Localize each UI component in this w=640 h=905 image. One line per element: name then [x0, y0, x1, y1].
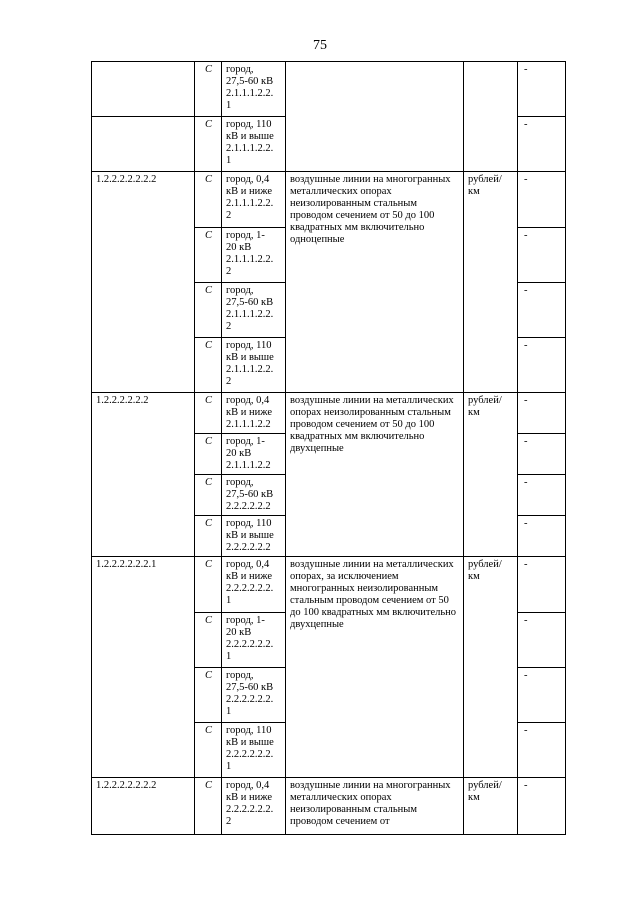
unit-cell: [464, 62, 518, 172]
value-cell: -: [518, 338, 566, 393]
category-cell: С: [195, 557, 222, 613]
value-cell: -: [518, 723, 566, 778]
value-cell: -: [518, 475, 566, 516]
voltage-cell: город, 27,5-60 кВ 2.2.2.2.2.2. 1: [222, 668, 286, 723]
description-cell: воздушные линии на многогранных металлических опорах неизолированным стальным проводом сечением от 50 до 100 квадратных мм включительно одноцепные: [286, 172, 464, 393]
value-cell: -: [518, 283, 566, 338]
category-cell: С: [195, 283, 222, 338]
description-cell: воздушные линии на металлических опорах неизолированным стальным проводом сечением от 50 до 100 квадратных мм включительно двухцепные: [286, 393, 464, 557]
category-cell: С: [195, 613, 222, 668]
table-row: [92, 62, 566, 117]
code-cell: 1.2.2.2.2.2.2.2: [92, 778, 195, 835]
description-cell: воздушные линии на металлических опорах, за исключением многогранных неизолированным стальным проводом сечением от 50 до 100 квадратных мм включительно двухцепные: [286, 557, 464, 778]
code-cell: 1.2.2.2.2.2.2: [92, 393, 195, 557]
category-cell: С: [195, 723, 222, 778]
value-cell: -: [518, 613, 566, 668]
value-cell: -: [518, 117, 566, 172]
category-cell: С: [195, 228, 222, 283]
value-cell: -: [518, 557, 566, 613]
unit-cell: рублей/ км: [464, 557, 518, 778]
value-cell: -: [518, 778, 566, 835]
table-row: [92, 172, 566, 228]
voltage-cell: город, 110 кВ и выше 2.2.2.2.2.2: [222, 516, 286, 557]
page-number: 75: [313, 38, 327, 53]
voltage-cell: город, 0,4 кВ и ниже 2.1.1.1.2.2. 2: [222, 172, 286, 228]
value-cell: -: [518, 393, 566, 434]
voltage-cell: город, 1- 20 кВ 2.1.1.1.2.2. 2: [222, 228, 286, 283]
category-cell: С: [195, 434, 222, 475]
tariff-table: [91, 61, 566, 835]
voltage-cell: город, 27,5-60 кВ 2.2.2.2.2.2: [222, 475, 286, 516]
unit-cell: рублей/ км: [464, 393, 518, 557]
category-cell: С: [195, 117, 222, 172]
value-cell: -: [518, 172, 566, 228]
code-cell: [92, 62, 195, 117]
voltage-cell: город, 0,4 кВ и ниже 2.2.2.2.2.2. 2: [222, 778, 286, 835]
value-cell: -: [518, 516, 566, 557]
unit-cell: рублей/ км: [464, 172, 518, 393]
category-cell: С: [195, 516, 222, 557]
description-cell: воздушные линии на многогранных металлических опорах неизолированным стальным проводом сечением от: [286, 778, 464, 835]
voltage-cell: город, 110 кВ и выше 2.2.2.2.2.2. 1: [222, 723, 286, 778]
code-cell: [92, 117, 195, 172]
category-cell: С: [195, 172, 222, 228]
category-cell: С: [195, 778, 222, 835]
category-cell: С: [195, 475, 222, 516]
value-cell: -: [518, 434, 566, 475]
category-cell: С: [195, 62, 222, 117]
value-cell: -: [518, 62, 566, 117]
value-cell: -: [518, 668, 566, 723]
unit-cell: рублей/ км: [464, 778, 518, 835]
code-cell: 1.2.2.2.2.2.2.1: [92, 557, 195, 778]
category-cell: С: [195, 668, 222, 723]
table-row: [92, 393, 566, 434]
table-row: [92, 778, 566, 835]
voltage-cell: город, 27,5-60 кВ 2.1.1.1.2.2. 2: [222, 283, 286, 338]
voltage-cell: город, 1- 20 кВ 2.2.2.2.2.2. 1: [222, 613, 286, 668]
voltage-cell: город, 0,4 кВ и ниже 2.2.2.2.2.2. 1: [222, 557, 286, 613]
description-cell: [286, 62, 464, 172]
voltage-cell: город, 27,5-60 кВ 2.1.1.1.2.2. 1: [222, 62, 286, 117]
table-row: [92, 557, 566, 613]
category-cell: С: [195, 338, 222, 393]
voltage-cell: город, 110 кВ и выше 2.1.1.1.2.2. 1: [222, 117, 286, 172]
voltage-cell: город, 0,4 кВ и ниже 2.1.1.1.2.2: [222, 393, 286, 434]
category-cell: С: [195, 393, 222, 434]
voltage-cell: город, 110 кВ и выше 2.1.1.1.2.2. 2: [222, 338, 286, 393]
voltage-cell: город, 1- 20 кВ 2.1.1.1.2.2: [222, 434, 286, 475]
value-cell: -: [518, 228, 566, 283]
code-cell: 1.2.2.2.2.2.2.2: [92, 172, 195, 393]
